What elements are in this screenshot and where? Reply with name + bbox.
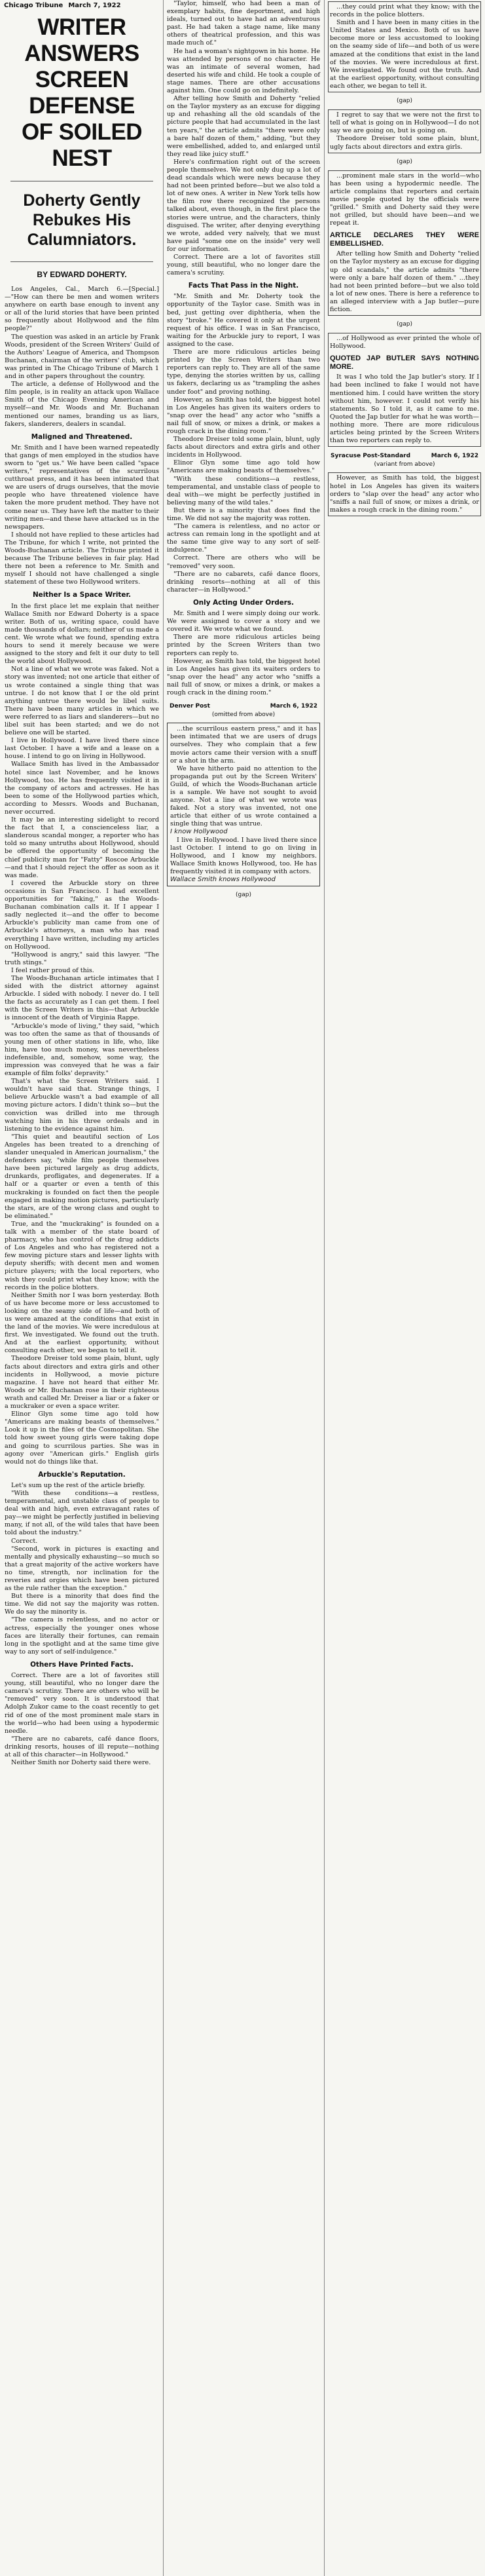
column-one (4, 0, 160, 2576)
draft-excerpt: ...they could print what they know; with the records in the police blotters. Smith and I have been in many cities in the United States and Mexico. Both of us have become more or less accustomed to looking on the seamy side of life—and both of us were amazed at the conditions that exist in the land of the movies. We were incredulous at first. We investigated. We found out the truth. And at the earliest opportunity, without consulting each other, we began to tell it. (328, 1, 481, 92)
draft-excerpt: ...of Hollywood as ever printed the whole of Hollywood. QUOTED JAP BUTLER SAYS NOTHING MORE. It was I who told the Jap butler's story. If I had been inclined to fake I would not have mentioned him. I could have written the story without him, however. I could not verify his statements. So I told it, as it came to me. Quoted the Jap butler for what he was worth—nothing more. There are more ridiculous articles being printed by the Screen Writers than two reporters can reply to. (328, 333, 481, 447)
section-subhead: Maligned and Threatened. (31, 432, 133, 441)
publication-name: Chicago Tribune (4, 2, 63, 9)
headline: WRITER ANSWERS SCREEN DEFENSE OF SOILED NEST (21, 14, 143, 171)
column-three (327, 0, 482, 2576)
column-rule (163, 0, 164, 2576)
version-note: (omitted from above) (211, 711, 276, 719)
gap-marker: (gap) (397, 321, 412, 328)
draft-excerpt: ...the scurrilous eastern press," and it has been intimated that we are users of drugs ourselves. They who complain that a few movie actors came their version with a snuff or a shot in the arm. We have hitherto paid no attention to the propaganda put out by the Screen Writers' Guild, of which the Woods-Buchanan article is a sample. We have not sought to avoid anyone. Not a line of what we wrote was faked. Not a story was invented, not one article that either of us wrote contained a single thing that was untrue. I know Hollywood I live in Hollywood. I have lived there since last October. I intend to go on living in Hollywood, and I know my neighbors. Wallace Smith knows Hollywood, too. He has frequently visited it in company with actors. Wallace Smith knows Hollywood (167, 723, 320, 886)
draft-subhead: ARTICLE DECLARES THEY WERE EMBELLISHED. (330, 231, 479, 248)
column-rule (324, 0, 325, 2576)
article-text: Los Angeles, Cal., March 6.—[Special.]—"How can there be men and women writers anywhere on earth base enough to invent any or all of the lurid stories that have been printed so frequently about Hollywood and the film people?" The question was asked in an article by Frank Woods, president of the Screen Writers' Guild of the Authors' League of America, and Thompson Buchanan, chairman of the writers' club, which was printed in The Chicago Tribune of March 1 and in other papers throughout the country. The article, a defense of Hollywood and the film people, is in reality an attack upon Wallace Smith of the Chicago Evening American and myself—and Mr. Woods and Mr. Buchanan mentioned our names, branding us as liars, fakers, slanderers, dealers in scandal. Maligned and Threatened. Mr. Smith and I have been warned repeatedly that gangs of men employed in the studios have sworn to "get us." We have been called "space writers," representatives of the scurrilous cutthroat press, and it has been intimated that we are users of drugs ourselves, that the movie people who have threatened violence have taken the more prudent method. They have not come near us. They have left the matter to their writing men—and these have attacked us in the newspapers. I should not have replied to these articles had The Tribune, for which I write, not printed the Woods-Buchanan article. The Tribune printed it because The Tribune believes in fair play. Had there not been a reference to Mr. Smith and myself I should not have challenged a single statement of these two Hollywood writers. Neither Is a Space Writer. In the first place let me explain that neither Wallace Smith nor Edward Doherty is a space writer. Both of us, writing space, could have made thousands of dollars; neither of us made a cent. We wrote what we found, spending extra hours to send it merely because we were assigned to the story and felt it our duty to tell the world about Hollywood. Not a line of what we wrote was faked. Not a story was invented; not one article that either of us wrote contained a single thing that was untrue. I do not know that I or the old print anything untrue there would be libel suits. There have been many articles in which we were referred to as liars and slanderers—but no libel suit has been started; and we do not believe one will be started. I live in Hollywood. I have lived there since last October. I have a wife and a lease on a house. I intend to go on living in Hollywood. Wallace Smith has lived in the Ambassador hotel since last November, and he knows Hollywood, too. He has frequently visited it in the company of actors and actresses. He has been to some of the Hollywood parties which, according to Messrs. Woods and Buchanan, never occurred. It may be an interesting sidelight to record the fact that I, a conscienceless liar, a slanderous scandal monger, a reporter who has told so many untruths about Hollywood, should be offered the opportunity of becoming the chief publicity man for "Fatty" Roscoe Arbuckle—and that I should reject the offer as soon as it was made. I covered the Arbuckle story on three occasions in San Francisco. I had excellent opportunities for "faking," as the Woods-Buchanan combination calls it. If I appear I sadly neglected it—and the offer to become Arbuckle's publicity man came from one of Arbuckle's attorneys, a man who has read everything I have written, including my articles on Hollywood. "Hollywood is angry," said this lawyer. "The truth stings." I feel rather proud of this. The Woods-Buchanan article intimates that I sided with the district attorney against Arbuckle. I sided with nobody. I never do. I tell the facts as accurately as I can get them. I feel with the Screen Writers in this—that Arbuckle is innocent of the death of Virginia Rappe. "Arbuckle's mode of living," they said, "which was too often the same as that of thousands of young men of other stations in life, who, like him, have too much money, was nevertheless indefensible, and, somehow, some way, the impression was conveyed that he was a fair example of film folks' depravity." That's what the Screen Writers said. I wouldn't have said that. Strange things, I believe Arbuckle wasn't a bad example of all moving picture actors. I didn't think so—but the conviction was drilled into me through watching him in his three ordeals and in listening to the evidence against him. "This quiet and beautiful section of Los Angeles has been treated to a drenching of slander unequaled in American journalism," the defenders say, "while film people themselves have been pictured largely as drug addicts, drunkards, profligates, and degenerates. If a half or a quarter or even a tenth of this muckraking is founded on fact then the people engaged in making motion pictures, particularly the stars, are of the wrong class and ought to be eliminated." True, and the "muckraking" is founded on a talk with a member of the state board of pharmacy, who has control of the drug addicts of Los Angeles and who has registered not a few moving picture stars and lesser lights with deputy sheriffs; with decent men and women picture players; with the local reporters, who wish they could print what they know; with the records in the police blotters. Neither Smith nor I was born yesterday. Both of us have become more or less accustomed to looking on the seamy side of life—and both of us were amazed at the conditions that exist in the land of the movies. We were incredulous at first. We investigated. We found out the truth. And at the earliest opportunity, without consulting each other, we began to tell it. Theodore Dreiser told some plain, blunt, ugly facts about directors and extra girls and other incidents in Hollywood, a movie picture magazine. I have not heard that either Mr. Woods or Mr. Buchanan rose in their righteous wrath and called Mr. Dreiser a liar or a faker or a muckraker or even a space writer. Elinor Glyn some time ago told how "Americans are making beasts of themselves." Look it up in the files of the Cosmopolitan. She told how sweet young girls were taking dope and going to scurrilous parties. She was in agony over "American girls." English girls would not do things like that. Arbuckle's Reputation. Let's sum up the rest of the article briefly. "With these conditions—a restless, temperamental, and unstable class of people to deal with and high, even extravagant rates of pay—we might be perfectly justified in believing many, if not all, of the wild tales that have been told about the industry." Correct. "Second, work in pictures is exacting and mentally and physically exhausting—so much so that a great majority of the active workers have no time, strength, nor inclination for the reveries and orgies which have been pictured as the rule rather than the exception." But there is a minority that does find the time. We did not say the majority was rotten. We do say the minority is. "The camera is relentless, and no actor or actress, especially the younger ones whose faces are literally their fortunes, can remain long in the spotlight and at the same time give way to any sort of self-indulgence." Others Have Printed Facts. Correct. There are a lot of favorites still young, still beautiful, who no longer dare the camera's scrutiny. There are others who will be "removed" very soon. It is understood that Adolph Zukor came to the coast recently to get rid of one of the most prominent male stars in the world—who had been using a hypodermic needle. "There are no cabarets, café dance floors, drinking resorts, houses of ill repute—nothing at all of this character—in Hollywood." Neither Smith nor Doherty said there were. (5, 286, 160, 1767)
gap-marker: (gap) (397, 98, 412, 105)
handwritten-note: I know Hollywood (170, 828, 228, 836)
gap-marker: (gap) (236, 892, 251, 899)
section-subhead: Only Acting Under Orders. (192, 598, 295, 607)
divider (10, 261, 153, 262)
version-label: Syracuse Post-Standard March 6, 1922 (331, 453, 478, 460)
draft-excerpt: I regret to say that we were not the first to tell of what is going on in Hollywood—I do not say we are going on, but is going on. Theodore Dreiser told some plain, blunt, ugly facts about directors and extra girls. (328, 109, 481, 153)
section-subhead: Neither Is a Space Writer. (32, 591, 132, 599)
column-two (166, 0, 321, 2576)
publication-date: March 7, 1922 (68, 2, 121, 9)
byline: BY EDWARD DOHERTY. (37, 270, 127, 279)
draft-excerpt: ...prominent male stars in the world—who has been using a hypodermic needle. The article complains that reporters and certain movie people quoted by the officials were "grilled." Smith and Doherty said they were not grilled, but should have been—and we repeat it. ARTICLE DECLARES THEY WERE EMBELLISHED. After telling how Smith and Doherty "relied on the Taylor mystery as an excuse for digging up old scandals," the article admits "there were only a bare half dozen of them." ...they had not been printed before—but we also told a lot of new ones. There is here a reference to an alleged interview with a Jap butler—pure fiction. (328, 170, 481, 316)
article-text (327, 1, 482, 516)
draft-subhead: QUOTED JAP BUTLER SAYS NOTHING MORE. (330, 354, 479, 371)
dateline (4, 0, 160, 12)
section-subhead: Arbuckle's Reputation. (38, 1470, 126, 1479)
version-label: Denver Post March 6, 1922 (170, 703, 317, 710)
subheadline: Doherty Gently Rebukes His Calumniators. (23, 191, 141, 249)
draft-excerpt: However, as Smith has told, the biggest hotel in Los Angeles has given its waiters orders to "slap over the head" any actor who "sniffs a nail full of snow, or mixes a drink, or makes a rough crack in the dining room." (328, 472, 481, 516)
article-text: "Taylor, himself, who had been a man of exemplary habits, fine deportment, and high ideals, turned out to have had an adventurous past. He had taken a stage name, like many others of theatrical profession, and this was made much of." He had a woman's nightgown in his home. He was attended by persons of no character. He was an intimate of several women, had deserted his wife and child. He took a couple of stage names. There are other accusations against him. One could go on indefinitely. After telling how Smith and Doherty "relied on the Taylor mystery as an excuse for digging up and rehashing all the old scandals of the picture people that had accumulated in the last ten years," the article admits "there were only a bare half dozen of them," adding, "but they were embellished, added to, and enlarged until they read like juicy stuff." Here's confirmation right out of the screen people themselves. We not only dug up a lot of dead scandals which were news because they had not been printed before—but we also told a lot of new ones. A writer in New York tells how the film row there recognized the persons talked about, even though, in the first place the stories were untrue, and the characters, thinly disguised. The writer, after denying everything we wrote, added very naïvely, that we must have paid "some one on the inside" very well for our information. Correct. There are a lot of favorites still young, still beautiful, who no longer dare the camera's scrutiny. Facts That Pass in the Night. "Mr. Smith and Mr. Doherty took the opportunity of the Taylor case. Smith was in bed, just getting over diphtheria, when the story "broke." He covered it only at the urgent request of his office. I was in San Francisco, waiting for the Arbuckle jury to report, I was assigned to the case. There are more ridiculous articles being printed by the Screen Writers than two reporters can reply to. They are all of the same type, denying the stories written by us, calling us fakers, declaring us as "trampling the ashes under foot" and proving nothing. However, as Smith has told, the biggest hotel in Los Angeles has given its waiters orders to "snap over the head" any actor who "sniffs a nail full of snow, or mixes a drink, or makes a rough crack in the dining room." Theodore Dreiser told some plain, blunt, ugly facts about directors and extra girls and other incidents in Hollywood. Elinor Glyn some time ago told how "Americans are making beasts of themselves." "With these conditions—a restless, temperamental, and unstable class of people to deal with—we might be perfectly justified in believing many of the wild tales." But there is a minority that does find the time. We did not say the majority was rotten. "The camera is relentless, and no actor or actress can remain long in the spotlight and at the same time give way to any sort of self-indulgence." Correct. There are others who will be "removed" very soon. "There are no cabarets, café dance floors, drinking resorts—nothing at all of this character—in Hollywood." Only Acting Under Orders. Mr. Smith and I were simply doing our work. We were assigned to cover a story and we covered it. We wrote what we found. There are more ridiculous articles being printed by the Screen Writers than two reporters can reply to. However, as Smith has told, the biggest hotel in Los Angeles has given its waiters orders to "snap over the head" any actor who "sniffs a nail full of snow, or mixes a drink, or makes a rough crack in the dining room." Denver Post March 6, 1922 (omitted from above) ...the scurrilous eastern press," and it has been intimated that we are users of drugs ourselves. They who complain that a few movie actors came their version with a snuff or a shot in the arm. We have hitherto paid no attention to the propaganda put out by the Screen Writers' Guild, of which the Woods-Buchanan article is a sample. We have not sought to avoid anyone. Not a line of what we wrote was faked. Not a story was invented, not one article that either of us wrote contained a single thing that was untrue. I know Hollywood I live in Hollywood. I have lived there since last October. I intend to go on living in Hollywood, and I know my neighbors. Wallace Smith knows Hollywood, too. He has frequently visited it in company with actors. Wallace Smith knows Hollywood (gap) (167, 0, 320, 899)
handwritten-note: Wallace Smith knows Hollywood (170, 876, 276, 884)
section-subhead: Others Have Printed Facts. (30, 1660, 134, 1669)
version-note: (variant from above) (374, 461, 435, 468)
section-subhead: Facts That Pass in the Night. (188, 282, 299, 290)
gap-marker: (gap) (397, 158, 412, 165)
